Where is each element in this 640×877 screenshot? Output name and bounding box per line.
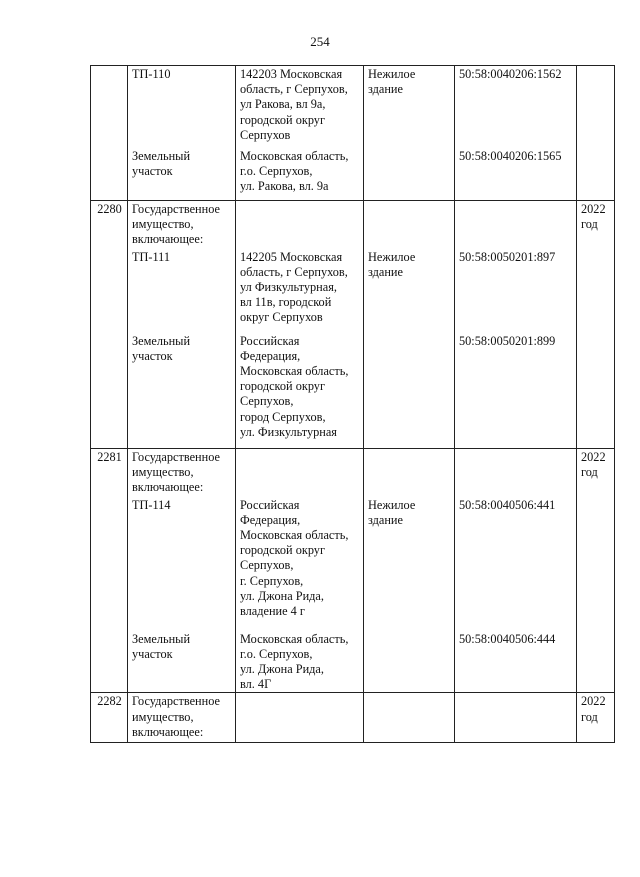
object-name: Государственное имущество, включающее:: [128, 201, 236, 249]
object-name: Государственное имущество, включающее:: [128, 449, 236, 497]
object-address: Российская Федерация, Московская область, городской округ Серпухов, г. Серпухов, ул. Джона Рида, владение 4 г: [236, 497, 364, 631]
object-name: ТП-110: [128, 66, 236, 148]
year: [577, 66, 615, 148]
year: [577, 631, 615, 693]
object-type: Нежилое здание: [364, 497, 455, 631]
row-number: [91, 249, 128, 333]
row-number: [91, 148, 128, 201]
object-type: Нежилое здание: [364, 249, 455, 333]
cadastral-number: [455, 449, 577, 497]
year: [577, 148, 615, 201]
table-row: [91, 497, 615, 631]
table-row: [91, 333, 615, 449]
object-address: Московская область, г.о. Серпухов, ул. Джона Рида, вл. 4Г: [236, 631, 364, 693]
row-number: 2282: [91, 693, 128, 743]
row-number: 2280: [91, 201, 128, 249]
object-type: [364, 631, 455, 693]
table-row: [91, 201, 615, 249]
table-row: [91, 148, 615, 201]
object-address: Российская Федерация, Московская область, городской округ Серпухов, город Серпухов, ул. Физкультурная: [236, 333, 364, 449]
object-name: ТП-111: [128, 249, 236, 333]
year: [577, 497, 615, 631]
object-name: ТП-114: [128, 497, 236, 631]
cadastral-number: 50:58:0040206:1565: [455, 148, 577, 201]
row-number: [91, 333, 128, 449]
object-type: [364, 449, 455, 497]
cadastral-number: 50:58:0050201:899: [455, 333, 577, 449]
object-address: Московская область, г.о. Серпухов, ул. Ракова, вл. 9а: [236, 148, 364, 201]
cadastral-number: [455, 693, 577, 743]
cadastral-number: 50:58:0040206:1562: [455, 66, 577, 148]
object-address: [236, 201, 364, 249]
year: 2022 год: [577, 693, 615, 743]
cadastral-number: 50:58:0040506:441: [455, 497, 577, 631]
cadastral-number: [455, 201, 577, 249]
table-row: [91, 66, 615, 148]
row-number: [91, 631, 128, 693]
page-number: 254: [310, 34, 330, 49]
table-row: [91, 449, 615, 497]
property-registry-table: [90, 65, 615, 743]
object-name: Земельный участок: [128, 148, 236, 201]
object-name: Земельный участок: [128, 333, 236, 449]
object-address: 142205 Московская область, г Серпухов, ул Физкультурная, вл 11в, городской округ Серпухов: [236, 249, 364, 333]
object-type: [364, 148, 455, 201]
object-address: [236, 693, 364, 743]
object-type: [364, 201, 455, 249]
row-number: [91, 497, 128, 631]
year: 2022 год: [577, 449, 615, 497]
year: 2022 год: [577, 201, 615, 249]
object-type: [364, 693, 455, 743]
table-row: [91, 693, 615, 743]
table-row: [91, 249, 615, 333]
cadastral-number: 50:58:0040506:444: [455, 631, 577, 693]
object-name: Государственное имущество, включающее:: [128, 693, 236, 743]
object-type: [364, 333, 455, 449]
object-address: 142203 Московская область, г Серпухов, ул Ракова, вл 9а, городской округ Серпухов: [236, 66, 364, 148]
object-name: Земельный участок: [128, 631, 236, 693]
cadastral-number: 50:58:0050201:897: [455, 249, 577, 333]
year: [577, 333, 615, 449]
table-row: [91, 631, 615, 693]
object-type: Нежилое здание: [364, 66, 455, 148]
object-address: [236, 449, 364, 497]
row-number: [91, 66, 128, 148]
year: [577, 249, 615, 333]
row-number: 2281: [91, 449, 128, 497]
